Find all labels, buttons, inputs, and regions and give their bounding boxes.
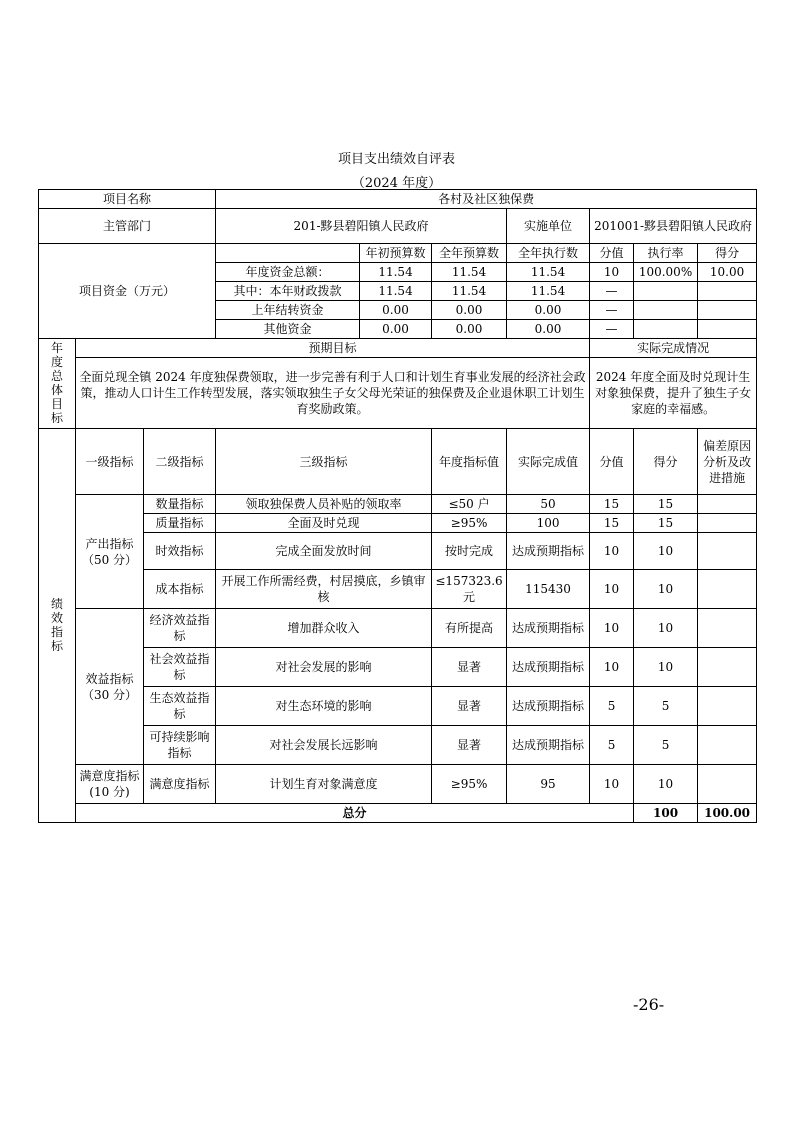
score-value: 5 bbox=[590, 726, 634, 765]
target-value: 显著 bbox=[432, 648, 507, 687]
indicator-row bbox=[39, 533, 757, 570]
indicators-header-row bbox=[39, 429, 757, 495]
funds-row-initial: 0.00 bbox=[360, 320, 432, 339]
performance-side-label bbox=[39, 429, 76, 823]
deviation-note bbox=[698, 514, 757, 533]
level1-benefit: 效益指标（30 分） bbox=[76, 609, 144, 765]
header-score-value: 分值 bbox=[590, 429, 634, 495]
implementing-unit-label: 实施单位 bbox=[507, 209, 590, 244]
funds-row-score-value: — bbox=[590, 320, 634, 339]
funds-row-rate bbox=[634, 320, 698, 339]
score: 15 bbox=[634, 514, 698, 533]
funds-row-rate bbox=[634, 301, 698, 320]
funds-row-label: 年度资金总额： bbox=[216, 263, 360, 282]
indicator-row bbox=[39, 609, 757, 648]
header-level1: 一级指标 bbox=[76, 429, 144, 495]
deviation-note bbox=[698, 648, 757, 687]
actual-value: 达成预期指标 bbox=[507, 687, 590, 726]
funds-row-rate bbox=[634, 282, 698, 301]
funds-row-label: 其他资金 bbox=[216, 320, 360, 339]
level3: 完成全面发放时间 bbox=[216, 533, 432, 570]
funds-label: 项目资金（万元） bbox=[39, 244, 216, 339]
funds-row-annual: 0.00 bbox=[432, 320, 507, 339]
funds-row-score: 10.00 bbox=[698, 263, 757, 282]
header-level3: 三级指标 bbox=[216, 429, 432, 495]
indicator-row bbox=[39, 648, 757, 687]
target-value: 显著 bbox=[432, 726, 507, 765]
funds-row-score-value: — bbox=[590, 282, 634, 301]
header-actual: 实际完成值 bbox=[507, 429, 590, 495]
level3: 增加群众收入 bbox=[216, 609, 432, 648]
funds-row-annual: 11.54 bbox=[432, 282, 507, 301]
total-score: 100.00 bbox=[698, 804, 757, 823]
actual-completion-label: 实际完成情况 bbox=[590, 339, 757, 358]
expected-goal-text: 全面兑现全镇 2024 年度独保费领取，进一步完善有利于人口和计划生育事业发展的经济社会政策，推动人口计生工作转型发展，落实领取独生子女父母光荣证的独保费及企业退休职工计划生育奖励政策。 bbox=[76, 358, 590, 429]
project-name-row bbox=[39, 190, 757, 209]
funds-row-label: 其中：本年财政拨款 bbox=[216, 282, 360, 301]
target-value: ≤50 户 bbox=[432, 495, 507, 514]
score: 10 bbox=[634, 533, 698, 570]
total-score-value: 100 bbox=[634, 804, 698, 823]
actual-value: 达成预期指标 bbox=[507, 648, 590, 687]
deviation-note bbox=[698, 570, 757, 609]
score: 5 bbox=[634, 726, 698, 765]
deviation-note bbox=[698, 609, 757, 648]
actual-value: 100 bbox=[507, 514, 590, 533]
level3: 计划生育对象满意度 bbox=[216, 765, 432, 804]
indicator-row bbox=[39, 765, 757, 804]
project-name-label: 项目名称 bbox=[39, 190, 216, 209]
level2: 生态效益指标 bbox=[144, 687, 216, 726]
deviation-note bbox=[698, 495, 757, 514]
score-value: 15 bbox=[590, 495, 634, 514]
level3: 对社会发展长远影响 bbox=[216, 726, 432, 765]
funds-header-annual: 全年预算数 bbox=[432, 244, 507, 263]
funds-header-score-value: 分值 bbox=[590, 244, 634, 263]
score-value: 10 bbox=[590, 648, 634, 687]
page-number: -26- bbox=[633, 995, 665, 1014]
actual-value: 达成预期指标 bbox=[507, 726, 590, 765]
target-value: ≥95% bbox=[432, 765, 507, 804]
funds-row-score-value: — bbox=[590, 301, 634, 320]
department-value: 201-黟县碧阳镇人民政府 bbox=[216, 209, 507, 244]
goals-header-row bbox=[39, 339, 757, 358]
actual-value: 50 bbox=[507, 495, 590, 514]
target-value: 有所提高 bbox=[432, 609, 507, 648]
target-value: 显著 bbox=[432, 687, 507, 726]
funds-header-row bbox=[39, 244, 757, 263]
target-value: ≥95% bbox=[432, 514, 507, 533]
funds-row-score-value: 10 bbox=[590, 263, 634, 282]
funds-row-label: 上年结转资金 bbox=[216, 301, 360, 320]
score-value: 10 bbox=[590, 570, 634, 609]
score: 15 bbox=[634, 495, 698, 514]
score: 10 bbox=[634, 648, 698, 687]
deviation-note bbox=[698, 726, 757, 765]
score-value: 10 bbox=[590, 609, 634, 648]
score-value: 5 bbox=[590, 687, 634, 726]
target-value: ≤157323.6元 bbox=[432, 570, 507, 609]
actual-value: 95 bbox=[507, 765, 590, 804]
level2: 数量指标 bbox=[144, 495, 216, 514]
level2: 满意度指标 bbox=[144, 765, 216, 804]
total-label: 总分 bbox=[76, 804, 634, 823]
expected-goal-label: 预期目标 bbox=[76, 339, 590, 358]
funds-row-annual: 11.54 bbox=[432, 263, 507, 282]
deviation-note bbox=[698, 687, 757, 726]
project-name-value: 各村及社区独保费 bbox=[216, 190, 757, 209]
funds-header-executed: 全年执行数 bbox=[507, 244, 590, 263]
funds-row-executed: 11.54 bbox=[507, 282, 590, 301]
document-subtitle: （2024 年度） bbox=[351, 176, 442, 191]
document-title: 项目支出绩效自评表 bbox=[337, 152, 455, 167]
header-score: 得分 bbox=[634, 429, 698, 495]
indicator-row bbox=[39, 726, 757, 765]
funds-row-executed: 0.00 bbox=[507, 320, 590, 339]
deviation-note bbox=[698, 765, 757, 804]
goals-side-label bbox=[39, 339, 76, 429]
total-row bbox=[39, 804, 757, 823]
actual-value: 115430 bbox=[507, 570, 590, 609]
performance-side-label-text: 绩效指标 bbox=[50, 597, 63, 653]
level2: 成本指标 bbox=[144, 570, 216, 609]
level3: 开展工作所需经费，村居摸底，乡镇审核 bbox=[216, 570, 432, 609]
funds-row-initial: 11.54 bbox=[360, 263, 432, 282]
deviation-note bbox=[698, 533, 757, 570]
implementing-unit-value: 201001-黟县碧阳镇人民政府 bbox=[590, 209, 757, 244]
funds-row-executed: 0.00 bbox=[507, 301, 590, 320]
funds-header-initial: 年初预算数 bbox=[360, 244, 432, 263]
funds-row-score bbox=[698, 301, 757, 320]
score: 10 bbox=[634, 570, 698, 609]
level2: 社会效益指标 bbox=[144, 648, 216, 687]
actual-value: 达成预期指标 bbox=[507, 609, 590, 648]
funds-header-score: 得分 bbox=[698, 244, 757, 263]
level3: 领取独保费人员补贴的领取率 bbox=[216, 495, 432, 514]
score: 10 bbox=[634, 765, 698, 804]
level3: 对社会发展的影响 bbox=[216, 648, 432, 687]
actual-value: 达成预期指标 bbox=[507, 533, 590, 570]
self-evaluation-table bbox=[38, 189, 757, 823]
score-value: 10 bbox=[590, 533, 634, 570]
actual-completion-text: 2024 年度全面及时兑现计生对象独保费，提升了独生子女家庭的幸福感。 bbox=[590, 358, 757, 429]
level2: 质量指标 bbox=[144, 514, 216, 533]
indicator-row bbox=[39, 687, 757, 726]
header-target: 年度指标值 bbox=[432, 429, 507, 495]
goals-content-row bbox=[39, 358, 757, 429]
indicator-row bbox=[39, 495, 757, 514]
level2: 时效指标 bbox=[144, 533, 216, 570]
indicator-row bbox=[39, 570, 757, 609]
funds-row-score bbox=[698, 282, 757, 301]
header-level2: 二级指标 bbox=[144, 429, 216, 495]
department-row bbox=[39, 209, 757, 244]
funds-row-executed: 11.54 bbox=[507, 263, 590, 282]
level3: 全面及时兑现 bbox=[216, 514, 432, 533]
indicator-row bbox=[39, 514, 757, 533]
funds-row-rate: 100.00% bbox=[634, 263, 698, 282]
funds-row-initial: 0.00 bbox=[360, 301, 432, 320]
level3: 对生态环境的影响 bbox=[216, 687, 432, 726]
department-label: 主管部门 bbox=[39, 209, 216, 244]
goals-side-label-text: 年度总体目标 bbox=[50, 341, 63, 425]
score-value: 10 bbox=[590, 765, 634, 804]
score-value: 15 bbox=[590, 514, 634, 533]
funds-header-rate: 执行率 bbox=[634, 244, 698, 263]
level1-output: 产出指标（50 分） bbox=[76, 495, 144, 609]
funds-row-annual: 0.00 bbox=[432, 301, 507, 320]
score: 10 bbox=[634, 609, 698, 648]
level2: 可持续影响指标 bbox=[144, 726, 216, 765]
level2: 经济效益指标 bbox=[144, 609, 216, 648]
funds-header-blank bbox=[216, 244, 360, 263]
funds-row-score bbox=[698, 320, 757, 339]
level1-satisfaction: 满意度指标(10 分) bbox=[76, 765, 144, 804]
funds-row-initial: 11.54 bbox=[360, 282, 432, 301]
header-note: 偏差原因分析及改进措施 bbox=[698, 429, 757, 495]
score: 5 bbox=[634, 687, 698, 726]
target-value: 按时完成 bbox=[432, 533, 507, 570]
